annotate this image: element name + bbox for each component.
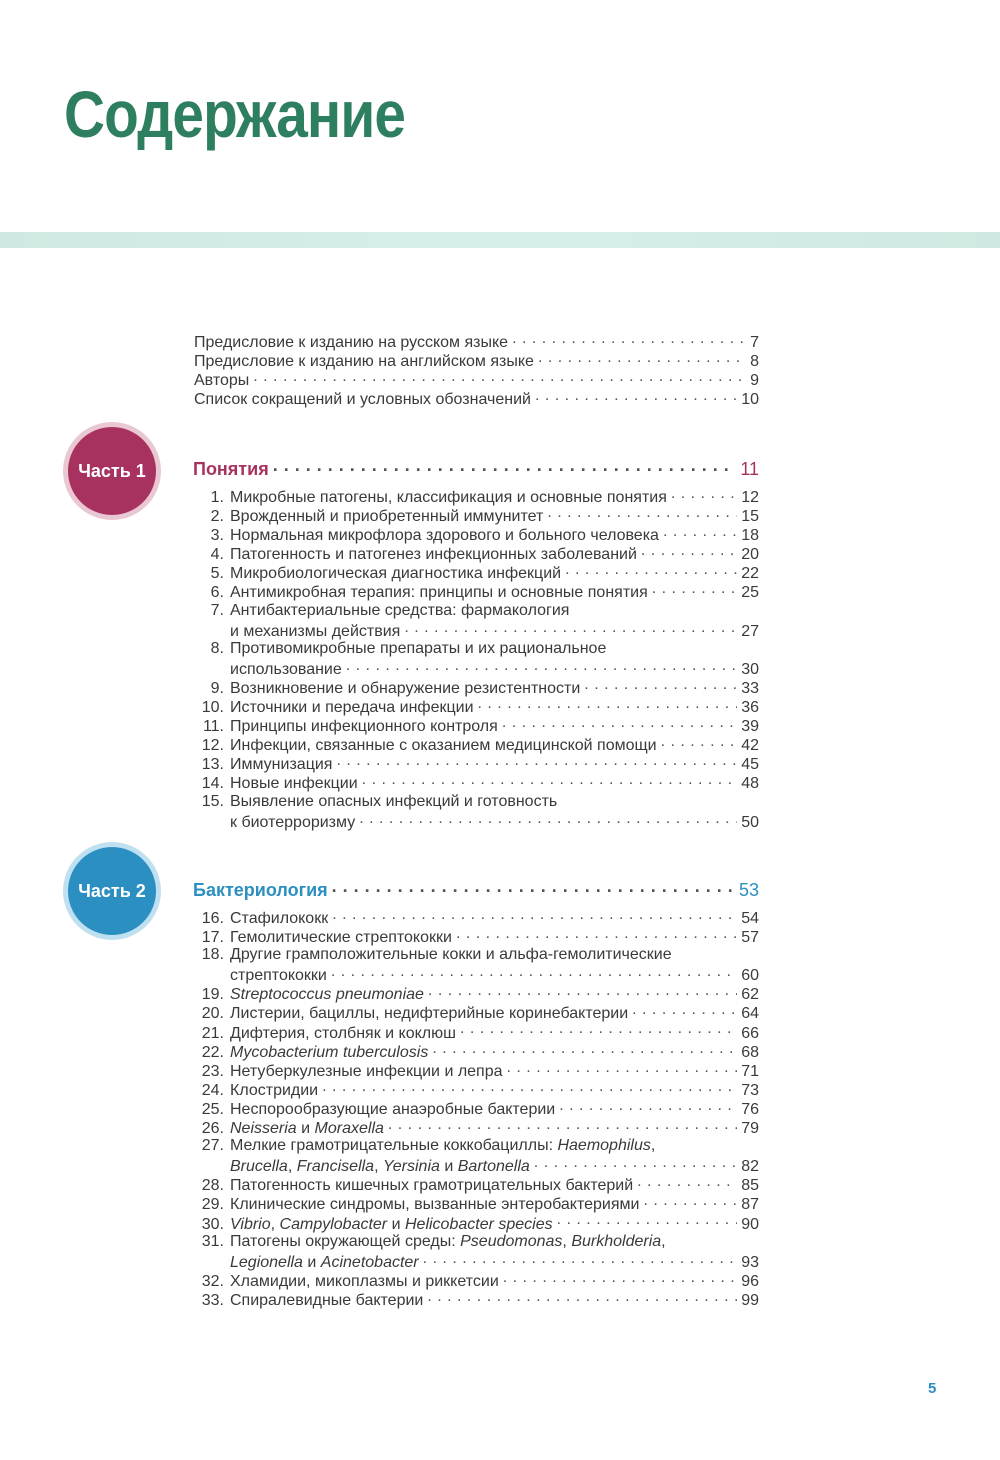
leader-dots — [427, 1289, 737, 1305]
entry-page: 20 — [741, 546, 759, 564]
toc-entry[interactable] — [193, 1098, 759, 1117]
entry-title: Врожденный и приобретенный иммунитет — [230, 508, 544, 526]
entry-number: 13. — [201, 756, 224, 774]
entry-title: Хламидии, микоплазмы и риккетсии — [230, 1272, 499, 1290]
entry-page: 73 — [741, 1081, 759, 1099]
entry-page: 10 — [741, 391, 759, 409]
leader-dots — [359, 811, 737, 827]
entry-page: 62 — [741, 986, 759, 1004]
entry-title: и механизмы действия — [230, 622, 401, 640]
leader-dots — [538, 350, 746, 366]
entry-title: Нормальная микрофлора здорового и больного человека — [230, 527, 659, 545]
entry-page: 39 — [741, 718, 759, 736]
entry-title: Листерии, бациллы, недифтерийные коринебактерии — [230, 1005, 629, 1023]
entry-title: Список сокращений и условных обозначений — [194, 391, 531, 409]
toc-entry[interactable] — [193, 1079, 759, 1098]
entry-title: Патогенность и патогенез инфекционных заболеваний — [230, 546, 637, 564]
entry-title: Патогены окружающей среды: Pseudomonas, Burkholderia, — [230, 1232, 666, 1250]
leader-dots — [332, 880, 735, 896]
entry-number: 17. — [201, 929, 224, 947]
entry-title: Мелкие грамотрицательные коккобациллы: Haemophilus, — [230, 1137, 656, 1155]
entry-page: 33 — [741, 679, 759, 697]
entry-title: Гемолитические стрептококки — [230, 929, 452, 947]
entry-title: Неспорообразующие анаэробные бактерии — [230, 1100, 556, 1118]
entry-number: 14. — [201, 775, 224, 793]
toc-entry[interactable] — [193, 1289, 759, 1308]
entry-title: Спиралевидные бактерии — [230, 1291, 424, 1309]
leader-dots — [331, 964, 737, 980]
entry-page: 57 — [741, 929, 759, 947]
toc-entry[interactable] — [193, 1232, 759, 1251]
toc-entry[interactable] — [193, 715, 759, 734]
toc-entry[interactable] — [193, 639, 759, 658]
entry-title: использование — [230, 660, 342, 678]
leader-dots — [460, 1022, 737, 1038]
part-2-badge: Часть 2 — [68, 847, 156, 935]
entry-title: Новые инфекции — [230, 775, 358, 793]
entry-title: Микробные патогены, классификация и основные понятия — [230, 489, 667, 506]
entry-number: 24. — [201, 1081, 224, 1099]
entry-page: 82 — [741, 1158, 759, 1176]
toc-entry[interactable] — [193, 696, 759, 715]
leader-dots — [565, 562, 737, 578]
toc-entry[interactable] — [193, 486, 759, 505]
page-title: Содержание — [64, 77, 406, 151]
entry-number: 20. — [201, 1005, 224, 1023]
entry-title: Источники и передача инфекции — [230, 699, 474, 717]
leader-dots — [336, 753, 737, 769]
toc-entry[interactable] — [193, 505, 759, 524]
part-heading-page: 11 — [740, 459, 759, 479]
entry-number: 9. — [210, 679, 224, 697]
leader-dots — [503, 1270, 737, 1286]
toc-entry[interactable] — [193, 562, 759, 581]
entry-page: 45 — [741, 756, 759, 774]
entry-number: 2. — [210, 508, 224, 526]
entry-number: 21. — [201, 1024, 224, 1042]
entry-number: 16. — [201, 910, 224, 927]
entry-page: 96 — [741, 1272, 759, 1290]
entry-title: Mycobacterium tuberculosis — [230, 1043, 429, 1061]
entry-number: 5. — [210, 565, 224, 583]
entry-number: 1. — [210, 489, 224, 506]
entry-page: 99 — [741, 1291, 759, 1309]
toc-entry[interactable] — [193, 543, 759, 562]
leader-dots — [661, 734, 738, 750]
entry-number: 27. — [201, 1137, 224, 1155]
leader-dots — [671, 486, 737, 502]
entry-number: 26. — [201, 1120, 224, 1138]
leader-dots — [507, 1060, 738, 1076]
entry-title: к биотерроризму — [230, 813, 356, 831]
toc-entry[interactable] — [193, 964, 759, 983]
entry-title: Патогенность кишечных грамотрицательных бактерий — [230, 1177, 634, 1195]
entry-title: Возникновение и обнаружение резистентности — [230, 679, 581, 697]
entry-number: 7. — [210, 601, 224, 619]
leader-dots — [641, 543, 737, 559]
toc-part-1 — [193, 459, 759, 830]
entry-title: Принципы инфекционного контроля — [230, 718, 498, 736]
entry-page: 8 — [750, 353, 759, 371]
entry-number: 6. — [210, 584, 224, 602]
entry-page: 87 — [741, 1196, 759, 1214]
entry-title: стрептококки — [230, 967, 327, 985]
toc-entry[interactable] — [193, 926, 759, 945]
entry-page: 93 — [741, 1253, 759, 1271]
entry-number: 11. — [202, 718, 224, 736]
leader-dots — [557, 1213, 738, 1229]
entry-number: 25. — [201, 1100, 224, 1118]
toc-entry[interactable] — [193, 1041, 759, 1060]
leader-dots — [637, 1174, 737, 1190]
toc-entry[interactable] — [193, 601, 759, 620]
leader-dots — [253, 369, 746, 385]
entry-page: 15 — [741, 508, 759, 526]
entry-number: 8. — [210, 639, 224, 657]
leader-dots — [547, 505, 737, 521]
entry-title: Инфекции, связанные с оказанием медицинской помощи — [230, 737, 657, 755]
entry-page: 50 — [741, 813, 759, 831]
entry-number: 33. — [201, 1291, 224, 1309]
entry-number: 12. — [201, 737, 224, 755]
entry-page: 76 — [741, 1100, 759, 1118]
toc-entry[interactable] — [193, 1022, 759, 1041]
leader-dots — [362, 772, 738, 788]
part-1-badge: Часть 1 — [68, 427, 156, 515]
toc-entry[interactable] — [193, 1002, 759, 1021]
toc-entry[interactable] — [193, 524, 759, 543]
entry-title: Дифтерия, столбняк и коклюш — [230, 1024, 456, 1042]
toc-entry[interactable] — [193, 581, 759, 600]
leader-dots — [456, 926, 737, 942]
leader-dots — [632, 1002, 737, 1018]
leader-dots — [273, 459, 737, 475]
entry-title: Антимикробная терапия: принципы и основные понятия — [230, 584, 648, 602]
part-heading-page: 53 — [738, 880, 759, 900]
entry-page: 25 — [741, 584, 759, 602]
leader-dots — [404, 620, 737, 636]
entry-page: 7 — [750, 334, 759, 351]
toc-entry[interactable] — [193, 1136, 759, 1155]
leader-dots — [423, 1251, 738, 1267]
entry-title: Клинические синдромы, вызванные энтеробактериями — [230, 1196, 640, 1214]
entry-number: 18. — [201, 946, 224, 964]
entry-page: 27 — [741, 622, 759, 640]
leader-dots — [478, 696, 738, 712]
leader-dots — [322, 1079, 737, 1095]
entry-title: Авторы — [194, 372, 250, 390]
entry-title: Vibrio, Campylobacter и Helicobacter species — [230, 1215, 553, 1233]
part-heading[interactable] — [193, 459, 759, 483]
entry-number: 10. — [201, 699, 224, 717]
leader-dots — [652, 581, 737, 597]
leader-dots — [559, 1098, 737, 1114]
leader-dots — [346, 658, 737, 674]
entry-page: 22 — [741, 565, 759, 583]
toc-entry[interactable] — [193, 1060, 759, 1079]
toc-entry[interactable] — [193, 658, 759, 677]
toc-entry[interactable] — [193, 772, 759, 791]
toc-entry[interactable] — [193, 388, 759, 407]
part-heading[interactable] — [193, 880, 759, 904]
leader-dots — [535, 388, 737, 404]
entry-number: 15. — [201, 792, 224, 810]
entry-title: Стафилококк — [230, 910, 329, 927]
leader-dots — [512, 331, 746, 347]
entry-page: 48 — [741, 775, 759, 793]
leader-dots — [584, 677, 737, 693]
entry-page: 54 — [741, 910, 759, 927]
toc-entry[interactable] — [193, 369, 759, 388]
entry-title: Legionella и Acinetobacter — [230, 1253, 419, 1271]
entry-number: 22. — [201, 1043, 224, 1061]
toc-entry[interactable] — [193, 734, 759, 753]
entry-title: Выявление опасных инфекций и готовность — [230, 792, 558, 810]
toc-entry[interactable] — [193, 1117, 759, 1136]
entry-title: Brucella, Francisella, Yersinia и Bartonella — [230, 1158, 530, 1176]
entry-title: Другие грамположительные кокки и альфа-гемолитические — [230, 946, 672, 964]
entry-page: 30 — [741, 660, 759, 678]
entry-title: Клостридии — [230, 1081, 319, 1099]
entry-number: 31. — [201, 1232, 224, 1250]
entry-page: 36 — [741, 699, 759, 717]
entry-page: 12 — [741, 489, 759, 506]
toc-part-2 — [193, 880, 759, 1308]
entry-title: Иммунизация — [230, 756, 333, 774]
page-number: 5 — [928, 1380, 937, 1397]
toc-entry[interactable] — [193, 792, 759, 811]
toc-entry[interactable] — [193, 1251, 759, 1270]
entry-number: 3. — [210, 527, 224, 545]
toc-entry[interactable] — [193, 945, 759, 964]
entry-number: 4. — [210, 546, 224, 564]
entry-page: 9 — [750, 372, 759, 390]
entry-title: Neisseria и Moraxella — [230, 1120, 384, 1138]
entry-page: 18 — [741, 527, 759, 545]
leader-dots — [663, 524, 737, 540]
entry-title: Нетуберкулезные инфекции и лепра — [230, 1062, 503, 1080]
leader-dots — [432, 1041, 737, 1057]
entry-number: 32. — [201, 1272, 224, 1290]
leader-dots — [502, 715, 737, 731]
entry-number: 30. — [201, 1215, 224, 1233]
entry-title: Противомикробные препараты и их рациональное — [230, 639, 607, 657]
entry-number: 29. — [201, 1196, 224, 1214]
toc-entry[interactable] — [193, 753, 759, 772]
toc-entry[interactable] — [193, 811, 759, 830]
entry-page: 66 — [741, 1024, 759, 1042]
entry-page: 64 — [741, 1005, 759, 1023]
entry-title: Микробиологическая диагностика инфекций — [230, 565, 562, 583]
toc-entry[interactable] — [193, 1155, 759, 1174]
toc-entry[interactable] — [193, 1174, 759, 1193]
toc-entry[interactable] — [193, 1213, 759, 1232]
entry-page: 71 — [741, 1062, 759, 1080]
toc-entry[interactable] — [193, 620, 759, 639]
entry-page: 60 — [741, 967, 759, 985]
part-heading-title: Понятия — [193, 459, 269, 479]
header-band — [0, 232, 1000, 248]
entry-number: 23. — [201, 1062, 224, 1080]
toc-entry[interactable] — [193, 331, 759, 350]
toc-entry[interactable] — [193, 1193, 759, 1212]
toc-entry[interactable] — [193, 907, 759, 926]
leader-dots — [332, 907, 737, 923]
entry-page: 90 — [741, 1215, 759, 1233]
entry-number: 28. — [201, 1177, 224, 1195]
entry-page: 42 — [741, 737, 759, 755]
entry-title: Предисловие к изданию на английском языке — [194, 353, 534, 371]
entry-page: 68 — [741, 1043, 759, 1061]
toc-intro — [193, 331, 759, 407]
leader-dots — [388, 1117, 737, 1133]
leader-dots — [534, 1155, 737, 1171]
entry-page: 85 — [741, 1177, 759, 1195]
toc-entry[interactable] — [193, 1270, 759, 1289]
entry-title: Streptococcus pneumoniae — [230, 986, 424, 1004]
toc-entry[interactable] — [193, 350, 759, 369]
entry-title: Антибактериальные средства: фармакология — [230, 601, 570, 619]
leader-dots — [428, 983, 737, 999]
leader-dots — [643, 1193, 737, 1209]
entry-number: 19. — [201, 986, 224, 1004]
toc-entry[interactable] — [193, 677, 759, 696]
entry-title: Предисловие к изданию на русском языке — [194, 334, 509, 351]
entry-page: 79 — [741, 1120, 759, 1138]
part-heading-title: Бактериология — [193, 880, 328, 900]
toc-entry[interactable] — [193, 983, 759, 1002]
